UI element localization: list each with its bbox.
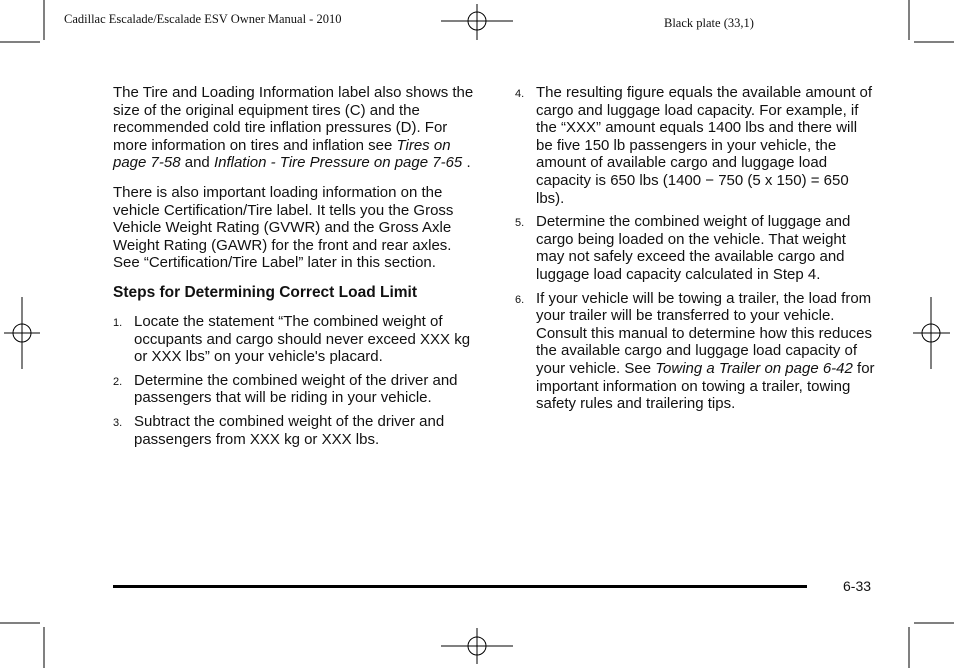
step-item xyxy=(113,372,478,407)
step-text: If your vehicle will be towing a trailer, the load from your trailer will be transferred to your vehicle. Consult this manual to determine how this reduces the available cargo and luggage load capacity of your vehicle. See Towing a Trailer on page 6-42 for important information on towing a trailer, towing safety rules and trailering tips. xyxy=(536,289,875,413)
certification-label-paragraph: There is also important loading information on the vehicle Certification/Tire label. It tells you the Gross Vehicle Weight Rating (GVWR) and the Gross Axle Weight Rating (GAWR) for the front and rear axles. See “Certification/Tire Label” later in this section. xyxy=(113,183,454,272)
step-number: 1. xyxy=(113,316,123,329)
step-item xyxy=(113,313,478,366)
step-number: 5. xyxy=(515,217,525,230)
step-number: 4. xyxy=(515,88,525,100)
page-number: 6-33 xyxy=(843,578,872,594)
step-item xyxy=(515,213,875,283)
tire-label-paragraph: The Tire and Loading Information label also shows the size of the original equipment tires (C) and the recommended cold tire inflation pressures (D). For more information on tires and inflation see Tires on page 7-58 and Inflation - Tire Pressure on page 7-65 . xyxy=(113,84,474,172)
footer-rule xyxy=(113,585,807,588)
step-text: Locate the statement “The combined weight of occupants and cargo should never exceed XXX kg or XXX lbs” on your vehicle's placard. xyxy=(134,312,471,366)
left-column xyxy=(113,84,478,454)
step-number: 3. xyxy=(113,416,123,429)
right-column xyxy=(515,84,875,419)
inflation-page-reference[interactable]: Inflation - Tire Pressure on page 7-65 xyxy=(213,154,463,172)
step-text: Determine the combined weight of luggage and cargo being loaded on the vehicle. That weight may not safely exceed the available cargo and luggage load capacity calculated in Step 4. xyxy=(536,213,851,283)
section-heading: Steps for Determining Correct Load Limit xyxy=(113,283,418,301)
step-text: Subtract the combined weight of the driver and passengers from XXX kg or XXX lbs. xyxy=(134,412,445,448)
tires-page-reference[interactable]: Tires on page 7-58 xyxy=(113,136,451,172)
step-text: The resulting figure equals the available amount of cargo and luggage load capacity. For example, if the “XXX” amount equals 1400 lbs and there will be five 150 lb passengers in your vehicle, the amount of available cargo and luggage load capacity is 650 lbs (1400 − 750 (5 x 150) = 650 lbs). xyxy=(536,84,873,207)
step-number: 6. xyxy=(515,293,525,306)
manual-title-header: Cadillac Escalade/Escalade ESV Owner Manual - 2010 xyxy=(64,12,342,26)
step-text: Determine the combined weight of the driver and passengers that will be riding in your vehicle. xyxy=(134,371,458,407)
step-item xyxy=(515,290,875,413)
step-number: 2. xyxy=(113,375,123,388)
plate-label: Black plate (33,1) xyxy=(664,16,754,30)
towing-page-reference[interactable]: Towing a Trailer on page 6-42 xyxy=(655,359,853,377)
step-item xyxy=(113,413,478,448)
step-item xyxy=(515,84,875,207)
